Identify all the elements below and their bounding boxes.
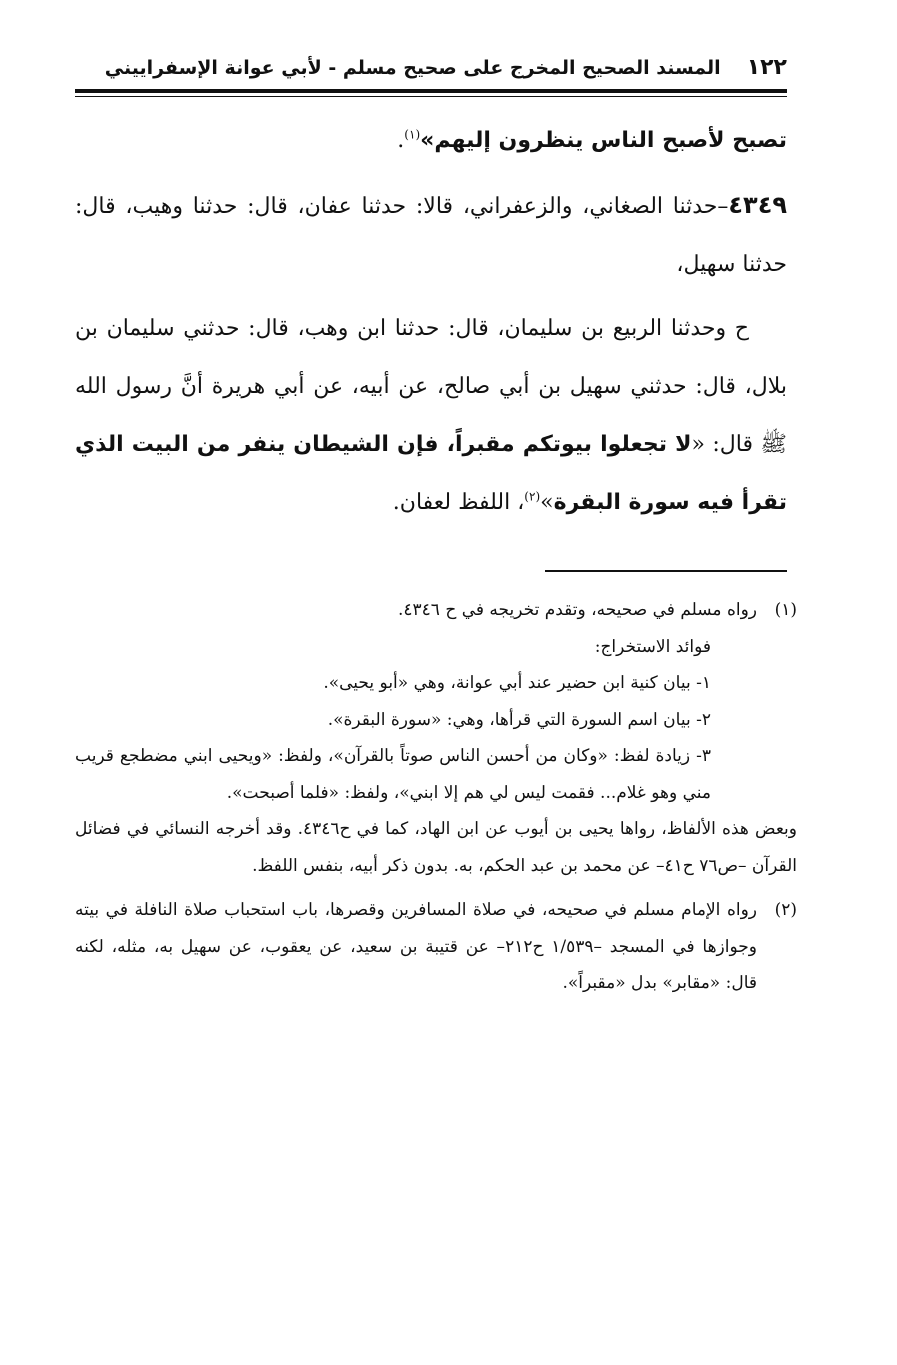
footnote-1-text: رواه مسلم في صحيحه، وتقدم تخريجه في ح ٤٣٤٦. [397,600,757,620]
footnote-separator [545,570,787,572]
footnote-2-marker: (٢) [774,900,797,920]
benefit-1: ١- بيان كنية ابن حضير عند أبي عوانة، وهي «أبو يحيى». [323,673,711,693]
benefits-title: فوائد الاستخراج: [594,636,711,657]
prophetic-saying: لا تجعلوا بيوتكم مقبراً، فإن الشيطان ينفر من البيت الذي تقرأ فيه سورة البقرة [75,432,787,515]
main-text [75,112,787,532]
footnote-2-text: رواه الإمام مسلم في صحيحه، في صلاة المسافرين وقصرها، باب استحباب صلاة النافلة في بيته وجوازها في المسجد –١/٥٣٩ ح٢١٢– عن قتيبة بن سعيد، عن يعقوب، عن سهيل به، مثله، لكنه قال: «مقابر» بدل «مقبراً». [75,900,757,993]
hadith-4349-isnad [75,176,787,294]
footnote-1-marker: (١) [774,600,797,620]
benefit-3: ٣- زيادة لفظ: «وكان من أحسن الناس صوتاً بالقرآن»، ولفظ: «ويحيى ابني مضطجع قريب مني وهو غلام... فقمت ليس لي هم إلا ابني»، ولفظ: «فلما أصبحت». [75,746,711,803]
footnote-1 [75,592,797,884]
quote-close: » [540,490,554,515]
footnote-2-body [75,892,757,1002]
header-title: المسند الصحيح المخرج على صحيح مسلم - لأبي عوانة الإسفراييني [104,57,721,79]
wording-note: ، اللفظ لعفان. [392,490,525,515]
benefit-2: ٢- بيان اسم السورة التي قرأها، وهي: «سورة البقرة». [327,709,711,730]
hadith-isnad-text: –حدثنا الصغاني، والزعفراني، قالا: حدثنا عفان، قال: حدثنا وهيب، قال: حدثنا سهيل، [75,194,787,277]
header-rule-thin [75,96,787,97]
continuation-end: . [397,128,405,153]
running-header [75,55,787,80]
footnote-2 [75,892,797,1002]
page-number: ١٢٢ [746,55,787,80]
continuation-line [75,112,787,170]
second-chain-text: ح وحدثنا الربيع بن سليمان، قال: حدثنا ابن وهب، قال: حدثني سليمان بن بلال، قال: حدثني سهيل بن أبي صالح، عن أبيه، عن أبي هريرة أنَّ رسول الله ﷺ قال: « [75,316,788,457]
footnotes [75,592,797,1002]
header-rule-thick [75,89,787,93]
hadith-number: ٤٣٤٩ [728,191,787,219]
footnote-ref-2: (٢) [524,489,541,504]
extra-note: وبعض هذه الألفاظ، رواها يحيى بن أيوب عن ابن الهاد، كما في ح٤٣٤٦. وقد أخرجه النسائي في فضائل القرآن –ص٧٦ ح٤١– عن محمد بن عبد الحكم، به. بدون ذكر أبيه، بنفس اللفظ. [75,819,797,876]
footnote-ref-1: (١) [404,127,421,142]
hadith-continuation: تصبح لأصبح الناس ينظرون إليهم» [420,128,787,153]
hadith-4349-second-chain [75,300,787,532]
footnote-1-body [75,592,797,884]
